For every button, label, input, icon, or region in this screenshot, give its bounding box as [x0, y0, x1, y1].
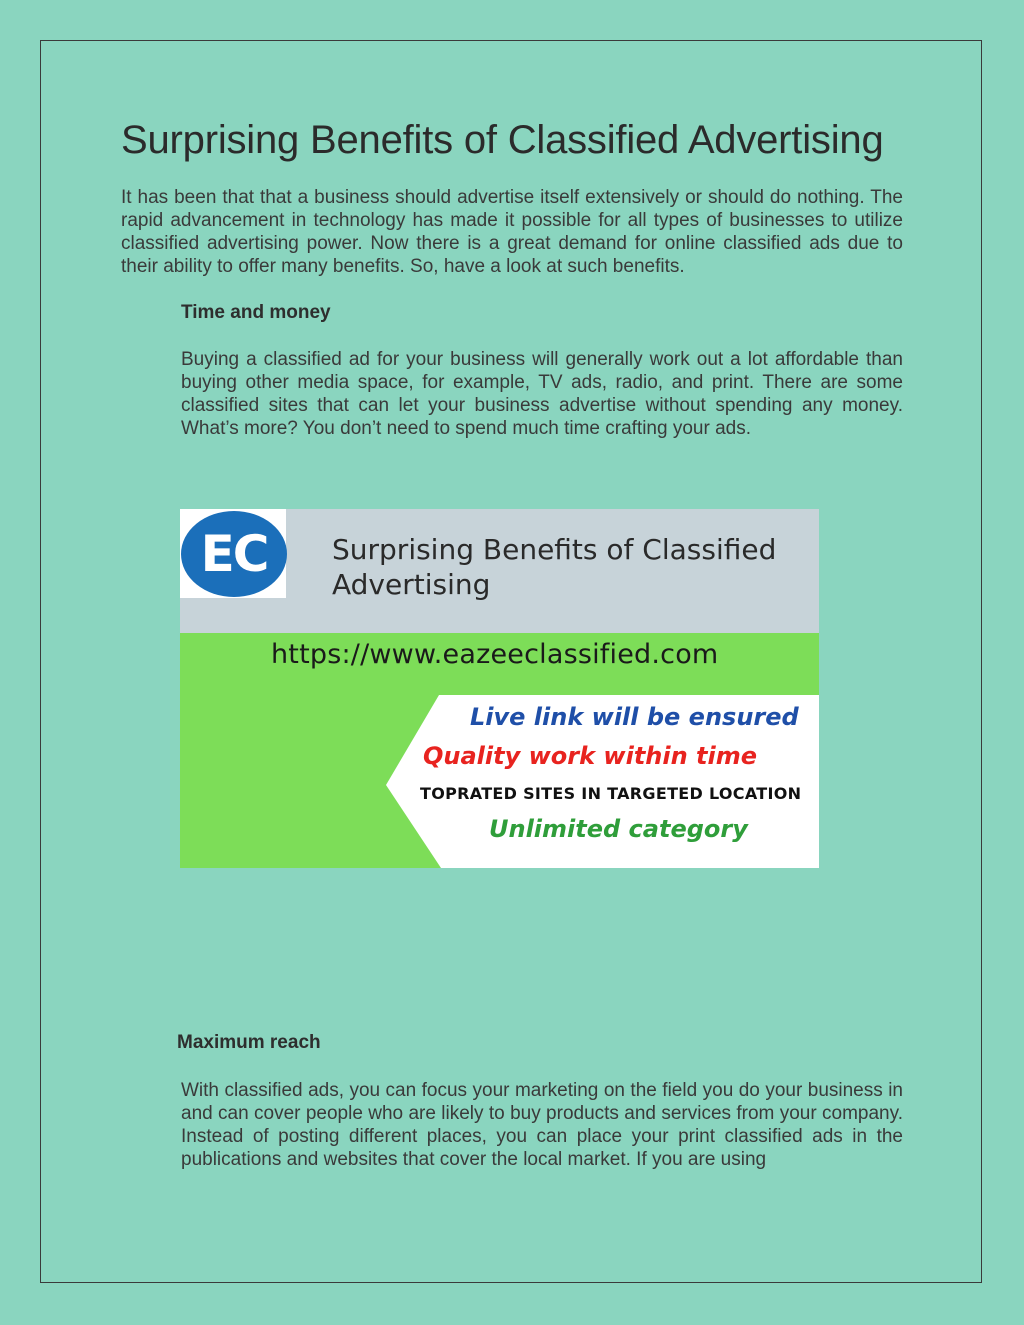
page-title: Surprising Benefits of Classified Advertising	[121, 118, 884, 162]
section-body-maximum-reach: With classified ads, you can focus your marketing on the field you do your business in and can cover people who are likely to buy products and services from your company. Instead of posting different places, you can place your print classified ads in the publications and websites that cover the local market. If you are using	[181, 1080, 903, 1170]
feature-unlimited-category: Unlimited category	[489, 815, 748, 843]
promo-banner-image	[180, 509, 819, 868]
feature-live-link: Live link will be ensured	[470, 703, 799, 731]
feature-quality-work: Quality work within time	[423, 742, 758, 770]
intro-paragraph: It has been that that a business should advertise itself extensively or should do nothing. The rapid advancement in technology has made it possible for all types of businesses to utilize classified advertising power. Now there is a great demand for online classified ads due to their ability to offer many benefits. So, have a look at such benefits.	[121, 187, 903, 277]
section-body-time-and-money: Buying a classified ad for your business will generally work out a lot affordable than buying other media space, for example, TV ads, radio, and print. There are some classified sites that can let your business advertise without spending any money. What’s more? You don’t need to spend much time crafting your ads.	[181, 349, 903, 439]
banner-url: https://www.eazeeclassified.com	[271, 639, 719, 670]
banner-title: Surprising Benefits of Classified Advertising	[332, 533, 777, 601]
section-heading-time-and-money: Time and money	[181, 302, 331, 323]
logo-text: EC	[200, 525, 268, 583]
section-heading-maximum-reach: Maximum reach	[177, 1032, 321, 1053]
feature-toprated-sites: TOPRATED SITES IN TARGETED LOCATION	[420, 784, 802, 803]
